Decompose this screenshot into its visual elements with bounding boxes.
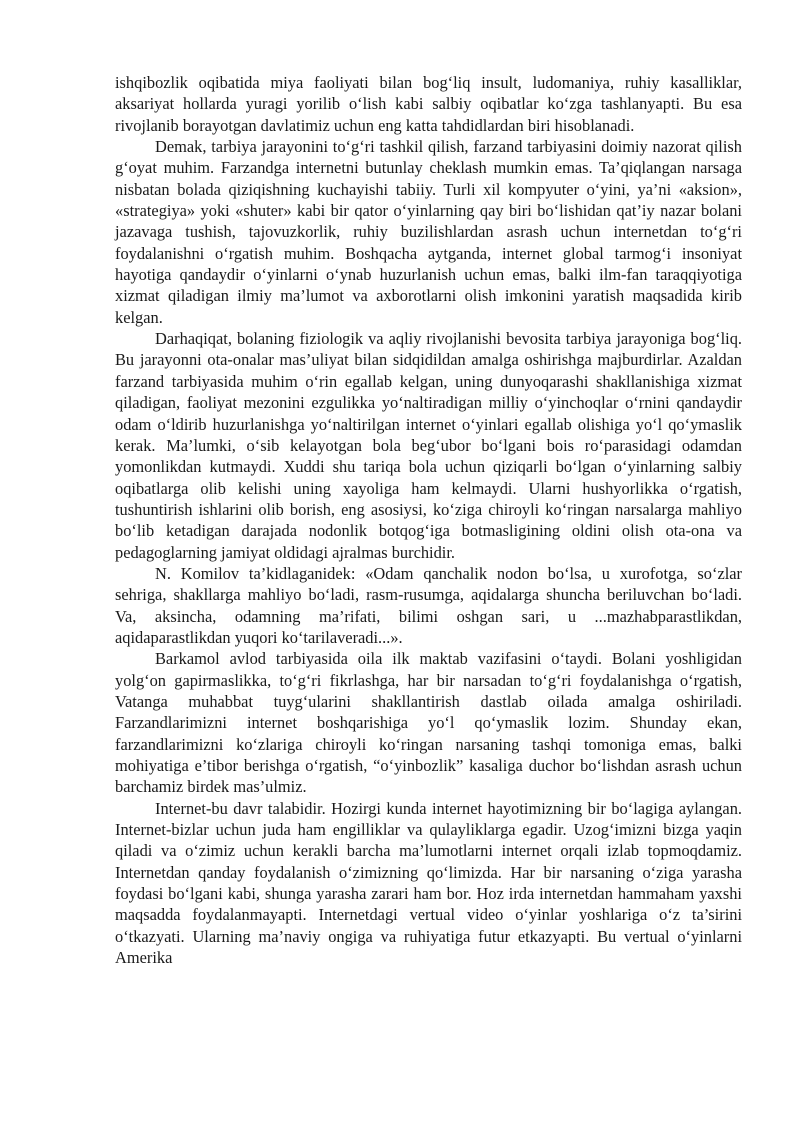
paragraph-2: Demak, tarbiya jarayonini to‘g‘ri tashkil qilish, farzand tarbiyasini doimiy nazorat qilish g‘oyat muhim. Farzandga internetni butunlay cheklash mumkin emas. Ta’qiqlangan narsaga nisbatan bolada qiziqishning kuchayishi tabiiy. Turli xil kompyuter o‘yini, ya’ni «aksion», «strategiya» yoki «shuter» kabi bir qator o‘yinlarning qay biri bo‘lishidan qat’iy nazar bolani jazavaga tushish, tajovuzkorlik, ruhiy buzilishlardan asrash uchun internetdan to‘g‘ri foydalanishni o‘rgatish muhim. Boshqacha aytganda, internet global tarmog‘i insoniyat hayotiga qandaydir o‘yinlarni o‘ynab huzurlanish uchun emas, balki ilm-fan taraqqiyotiga xizmat qiladigan ilmiy ma’lumot va axborotlarni olish imkonini yaratish maqsadida kirib kelgan. — [115, 137, 742, 327]
document-page — [115, 72, 742, 968]
paragraph-5: Barkamol avlod tarbiyasida oila ilk maktab vazifasini o‘taydi. Bolani yoshligidan yolg‘on gapirmaslikka, to‘g‘ri fikrlashga, har bir narsadan to‘g‘ri foydalanishga o‘rgatish, Vatanga muhabbat tuyg‘ularini shakllantirish dastlab oilada amalga oshiriladi. Farzandlarimizni internet boshqarishiga yo‘l qo‘ymaslik lozim. Shunday ekan, farzandlarimizni ko‘zlariga chiroyli ko‘ringan narsaning tashqi tomoniga emas, balki mohiyatiga e’tibor berishga o‘rgatish, “o‘yinbozlik” kasaliga duchor bo‘lishdan asrash uchun barchamiz birdek mas’ulmiz. — [115, 649, 742, 797]
paragraph-3: Darhaqiqat, bolaning fiziologik va aqliy rivojlanishi bevosita tarbiya jarayoniga bog‘liq. Bu jarayonni ota-onalar mas’uliyat bilan sidqidildan amalga oshirishga majburdirlar. Azaldan farzand tarbiyasida muhim o‘rin egallab kelgan, uning dunyoqarashi shakllanishiga xizmat qiladigan, faoliyat mezonini ezgulikka yo‘naltiradigan milliy o‘yinchoqlar o‘rnini qandaydir odam o‘ldirib huzurlanishga yo‘naltirilgan internet o‘yinlari egallab olishiga yo‘l qo‘ymaslik kerak. Ma’lumki, o‘sib kelayotgan bola beg‘ubor bo‘lgani bois ro‘parasidagi odamdan yomonlikdan kutmaydi. Xuddi shu tariqa bola uchun qiziqarli bo‘lgan o‘yinlarning salbiy oqibatlarga olib kelishi uning xayoliga ham kelmaydi. Ularni hushyorlikka o‘rgatish, tushuntirish ishlarini olib borish, eng asosiysi, ko‘ziga chiroyli ko‘ringan narsalarga mahliyo bo‘lib ketadigan darajada nodonlik botqog‘iga botmasligining oldini olish ota-ona va pedagoglarning jamiyat oldidagi ajralmas burchidir. — [115, 329, 742, 562]
paragraph-4-quote: N. Komilov ta’kidlaganidek: «Odam qanchalik nodon bo‘lsa, u xurofotga, so‘zlar sehriga, shakllarga mahliyo bo‘ladi, rasm-rusumga, aqidalarga shuncha beriluvchan bo‘ladi. Va, aksincha, odamning ma’rifati, bilimi oshgan sari, u ...mazhabparastlikdan, aqidaparastlikdan yuqori ko‘tarilaveradi...». — [115, 563, 742, 647]
paragraph-6: Internet-bu davr talabidir. Hozirgi kunda internet hayotimizning bir bo‘lagiga aylangan. Internet-bizlar uchun juda ham engilliklar va qulayliklarga egadir. Uzog‘imizni bizga yaqin qiladi va o‘zimiz uchun kerakli barcha ma’lumotlarni internet orqali izlab topmoqdamiz. Internetdan qanday foydalanish o‘zimizning qo‘limizda. Har bir narsaning o‘ziga yarasha foydasi bo‘lgani kabi, shunga yarasha zarari ham bor. Hoz irda internetdan hammaham yaxshi maqsadda foydalanmayapti. Internetdagi vertual video o‘yinlar yoshlariga o‘z ta’sirini o‘tkazyati. Ularning ma’naviy ongiga va ruhiyatiga futur etkazyapti. Bu vertual o‘yinlarni Amerika — [115, 798, 742, 968]
paragraph-1: ishqibozlik oqibatida miya faoliyati bilan bog‘liq insult, ludomaniya, ruhiy kasalliklar, aksariyat hollarda yuragi yorilib o‘lish kabi salbiy oqibatlar ko‘zga tashlanyapti. Bu esa rivojlanib borayotgan davlatimiz uchun eng katta tahdidlardan biri hisoblanadi. — [115, 73, 742, 135]
